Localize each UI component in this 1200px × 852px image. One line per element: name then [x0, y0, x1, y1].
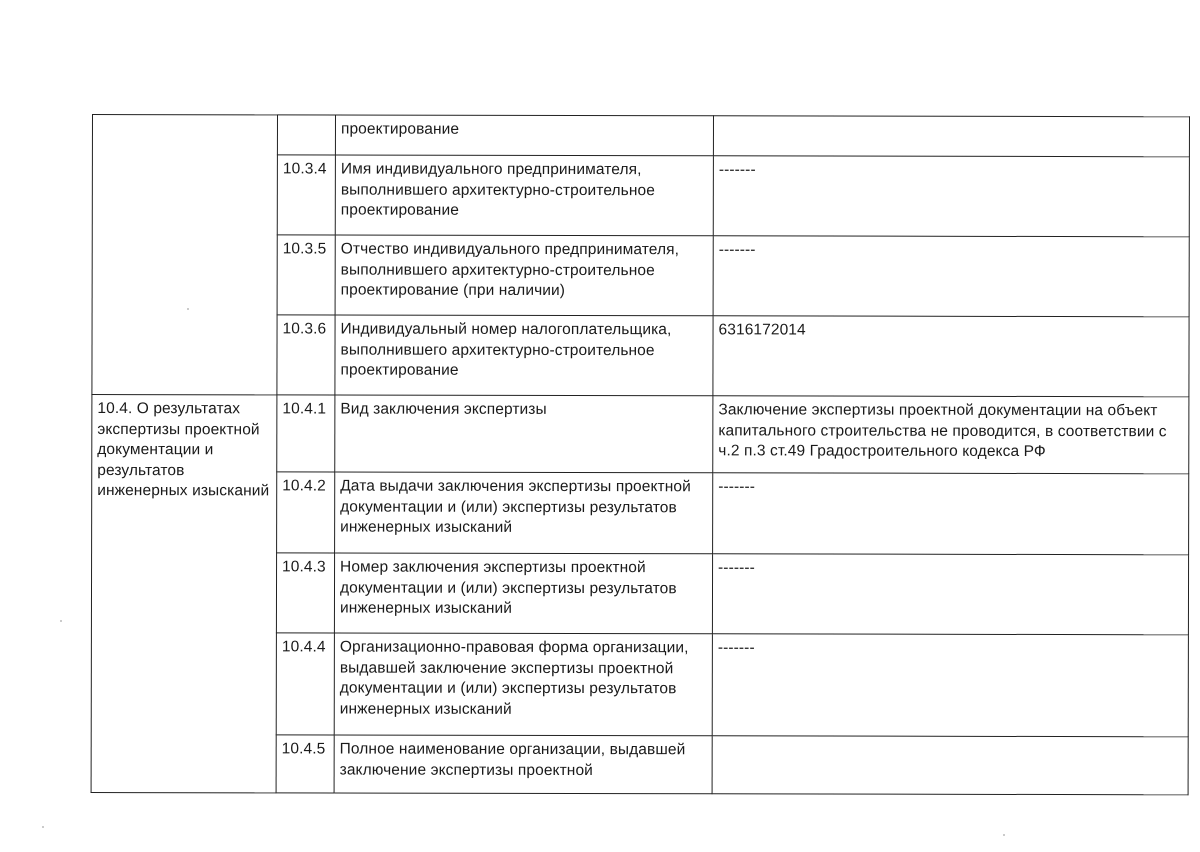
- item-value: -------: [712, 634, 1188, 737]
- item-number: 10.3.4: [277, 155, 335, 235]
- scan-speck: [1003, 834, 1005, 836]
- item-value: [713, 116, 1189, 157]
- table-row: [92, 115, 1189, 157]
- scan-speck: [60, 620, 62, 622]
- item-value: [712, 736, 1188, 795]
- item-value: -------: [712, 554, 1188, 635]
- item-number: 10.4.1: [277, 395, 335, 472]
- item-number: 10.4.5: [276, 735, 334, 793]
- item-name: Организационно-правовая форма организации, выдавшей заключение экспертизы проектной документации и (или) экспертизы результатов инженерных изысканий: [334, 633, 712, 736]
- item-name: Дата выдачи заключения экспертизы проектной документации и (или) экспертизы результатов инженерных изысканий: [335, 472, 713, 554]
- item-name: проектирование: [335, 115, 713, 156]
- item-number: [277, 115, 335, 155]
- item-value: -------: [713, 473, 1189, 555]
- item-name: Индивидуальный номер налогоплательщика, выполнившего архитектурно-строительное проектирование: [335, 315, 713, 396]
- item-value: 6316172014: [713, 316, 1189, 397]
- table-row: [92, 395, 1189, 474]
- item-number: 10.4.4: [276, 633, 334, 735]
- declaration-table: [91, 114, 1190, 795]
- section-label: [92, 115, 278, 395]
- item-value: Заключение экспертизы проектной документации на объект капитального строительства не проводится, в соответствии с ч.2 п.3 ст.49 Градостроительного кодекса РФ: [713, 396, 1189, 474]
- item-name: Отчество индивидуального предпринимателя, выполнившего архитектурно-строительное проектирование (при наличии): [335, 235, 713, 316]
- item-value: -------: [713, 236, 1189, 317]
- item-number: 10.4.2: [277, 472, 335, 553]
- section-label: 10.4. О результатах экспертизы проектной документации и результатов инженерных изысканий: [91, 395, 277, 793]
- item-name: Вид заключения экспертизы: [335, 395, 713, 473]
- item-number: 10.4.3: [276, 553, 334, 633]
- scan-speck: [42, 826, 44, 828]
- item-name: Номер заключения экспертизы проектной документации и (или) экспертизы результатов инженерных изысканий: [334, 553, 712, 634]
- item-name: Имя индивидуального предпринимателя, выполнившего архитектурно-строительное проектирование: [335, 155, 713, 236]
- item-name: Полное наименование организации, выдавшей заключение экспертизы проектной: [334, 735, 712, 794]
- item-number: 10.3.6: [277, 315, 335, 395]
- item-number: 10.3.5: [277, 235, 335, 315]
- scan-speck: [187, 308, 189, 310]
- item-value: -------: [713, 156, 1189, 237]
